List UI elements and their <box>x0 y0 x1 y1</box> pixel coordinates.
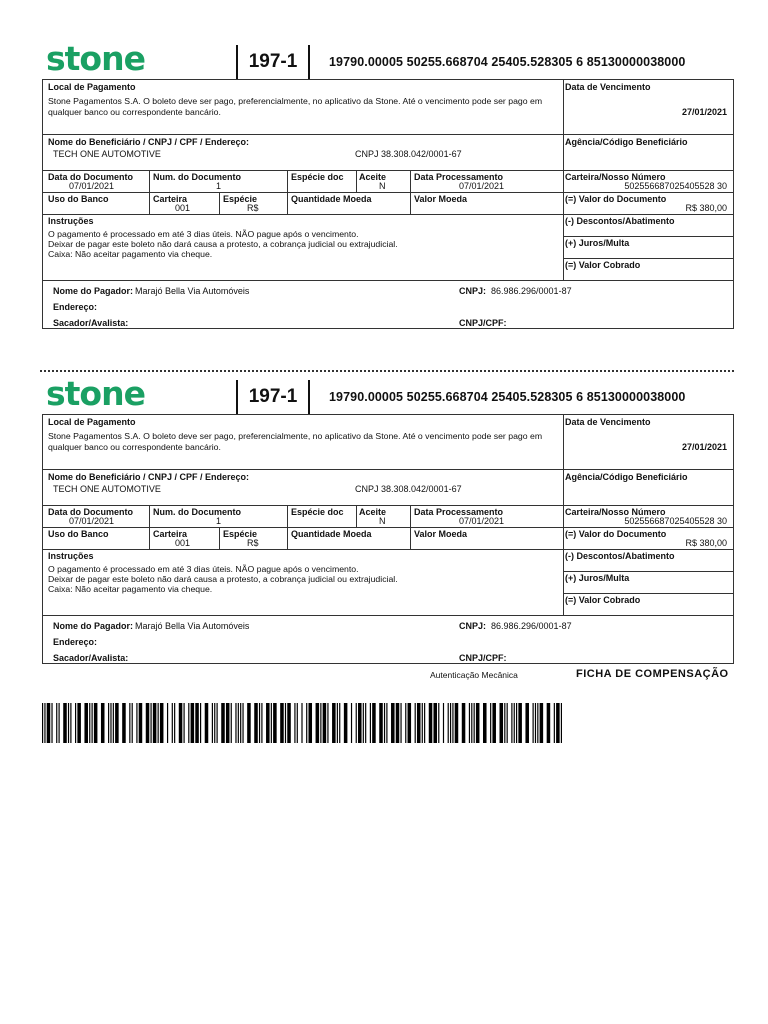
local-pagamento-label: Local de Pagamento <box>48 82 136 92</box>
pagador-value: Marajó Bella Via Automóveis <box>135 621 250 631</box>
descontos-label: (-) Descontos/Abatimento <box>565 216 675 226</box>
pagador-cnpj-value: 86.986.296/0001-87 <box>491 286 572 296</box>
carteira-value: 001 <box>175 203 191 213</box>
digitable-line: 19790.00005 50255.668704 25405.528305 6 85130000038000 <box>329 55 686 69</box>
data-documento-value: 07/01/2021 <box>69 516 115 526</box>
num-documento-label: Num. do Documento <box>153 172 241 182</box>
valor-cobrado-label: (=) Valor Cobrado <box>565 595 641 605</box>
instrucao-line: Deixar de pagar este boleto não dará causa a protesto, a cobrança judicial ou extrajudicial. <box>48 239 398 249</box>
beneficiario-cnpj: CNPJ 38.308.042/0001-67 <box>355 149 462 159</box>
valor-documento-value: R$ 380,00 <box>685 203 727 213</box>
beneficiario-cnpj: CNPJ 38.308.042/0001-67 <box>355 484 462 494</box>
especie-label: Espécie <box>223 529 258 539</box>
local-pagamento-text: Stone Pagamentos S.A. O boleto deve ser pago, preferencialmente, no aplicativo da Stone. Até o vencimento pode ser pago em qualquer banco ou correspondente bancário. <box>48 431 543 452</box>
aceite-label: Aceite <box>359 507 387 517</box>
especie-value: R$ <box>247 203 259 213</box>
vencimento-label: Data de Vencimento <box>565 417 651 427</box>
bank-code: 197-1 <box>236 380 310 414</box>
pagador-cnpj-label: CNPJ: <box>459 621 487 631</box>
valor-cobrado-label: (=) Valor Cobrado <box>565 260 641 270</box>
data-processamento-value: 07/01/2021 <box>459 181 505 191</box>
data-documento-label: Data do Documento <box>48 507 134 517</box>
beneficiario-label: Nome do Beneficiário / CNPJ / CPF / Endereço: <box>48 137 250 147</box>
nosso-numero-label: Carteira/Nosso Número <box>565 172 666 182</box>
juros-label: (+) Juros/Multa <box>565 238 630 248</box>
aceite-label: Aceite <box>359 172 387 182</box>
valor-documento-label: (=) Valor do Documento <box>565 529 667 539</box>
juros-label: (+) Juros/Multa <box>565 573 630 583</box>
valor-moeda-label: Valor Moeda <box>414 194 468 204</box>
autenticacao-mecanica: Autenticação Mecânica <box>430 670 518 680</box>
data-documento-value: 07/01/2021 <box>69 181 115 191</box>
pagador-cnpj-label: CNPJ: <box>459 286 487 296</box>
cnpj-cpf-label: CNPJ/CPF: <box>459 653 507 663</box>
uso-banco-label: Uso do Banco <box>48 529 109 539</box>
cnpj-cpf-label: CNPJ/CPF: <box>459 318 507 328</box>
instrucoes-label: Instruções <box>48 216 94 226</box>
instrucao-line: O pagamento é processado em até 3 dias úteis. NÃO pague após o vencimento. <box>48 564 359 574</box>
cut-line <box>40 370 734 372</box>
valor-moeda-label: Valor Moeda <box>414 529 468 539</box>
sacador-label: Sacador/Avalista: <box>53 653 129 663</box>
bank-code: 197-1 <box>236 45 310 79</box>
valor-documento-label: (=) Valor do Documento <box>565 194 667 204</box>
descontos-label: (-) Descontos/Abatimento <box>565 551 675 561</box>
valor-documento-value: R$ 380,00 <box>685 538 727 548</box>
especie-label: Espécie <box>223 194 258 204</box>
ficha-compensacao-title: FICHA DE COMPENSAÇÃO <box>576 668 729 680</box>
quantidade-moeda-label: Quantidade Moeda <box>291 529 372 539</box>
aceite-value: N <box>379 516 386 526</box>
instrucao-line: Deixar de pagar este boleto não dará causa a protesto, a cobrança judicial ou extrajudicial. <box>48 574 398 584</box>
instrucoes-label: Instruções <box>48 551 94 561</box>
instrucao-line: Caixa: Não aceitar pagamento via cheque. <box>48 584 213 594</box>
pagador-value: Marajó Bella Via Automóveis <box>135 286 250 296</box>
pagador-label: Nome do Pagador: <box>53 286 134 296</box>
agencia-label: Agência/Código Beneficiário <box>565 472 688 482</box>
especie-doc-label: Espécie doc <box>291 172 344 182</box>
boleto-header <box>42 374 734 414</box>
data-processamento-label: Data Processamento <box>414 507 504 517</box>
data-documento-label: Data do Documento <box>48 172 134 182</box>
ficha-compensacao <box>42 374 734 664</box>
instrucao-line: Caixa: Não aceitar pagamento via cheque. <box>48 249 213 259</box>
digitable-line: 19790.00005 50255.668704 25405.528305 6 85130000038000 <box>329 390 686 404</box>
num-documento-value: 1 <box>216 516 222 526</box>
num-documento-label: Num. do Documento <box>153 507 241 517</box>
stone-logo: stone <box>46 39 145 78</box>
boleto-receipt <box>42 39 734 329</box>
num-documento-value: 1 <box>216 181 222 191</box>
endereco-label: Endereço: <box>53 302 98 312</box>
pagador-cnpj-value: 86.986.296/0001-87 <box>491 621 572 631</box>
nosso-numero-label: Carteira/Nosso Número <box>565 507 666 517</box>
uso-banco-label: Uso do Banco <box>48 194 109 204</box>
beneficiario-name: TECH ONE AUTOMOTIVE <box>53 149 161 159</box>
barcode <box>42 703 562 743</box>
beneficiario-name: TECH ONE AUTOMOTIVE <box>53 484 161 494</box>
stone-logo: stone <box>46 374 145 413</box>
vencimento-value: 27/01/2021 <box>681 107 727 117</box>
data-processamento-value: 07/01/2021 <box>459 516 505 526</box>
especie-doc-label: Espécie doc <box>291 507 344 517</box>
endereco-label: Endereço: <box>53 637 98 647</box>
boleto-fields <box>42 79 734 329</box>
vencimento-label: Data de Vencimento <box>565 82 651 92</box>
carteira-value: 001 <box>175 538 191 548</box>
local-pagamento-text: Stone Pagamentos S.A. O boleto deve ser pago, preferencialmente, no aplicativo da Stone. Até o vencimento pode ser pago em qualquer banco ou correspondente bancário. <box>48 96 543 117</box>
nosso-numero-value: 502556687025405528 30 <box>624 181 727 191</box>
carteira-label: Carteira <box>153 194 188 204</box>
vencimento-value: 27/01/2021 <box>681 442 727 452</box>
pagador-label: Nome do Pagador: <box>53 621 134 631</box>
especie-value: R$ <box>247 538 259 548</box>
boleto-header <box>42 39 734 79</box>
aceite-value: N <box>379 181 386 191</box>
sacador-label: Sacador/Avalista: <box>53 318 129 328</box>
boleto-fields <box>42 414 734 664</box>
quantidade-moeda-label: Quantidade Moeda <box>291 194 372 204</box>
carteira-label: Carteira <box>153 529 188 539</box>
agencia-label: Agência/Código Beneficiário <box>565 137 688 147</box>
beneficiario-label: Nome do Beneficiário / CNPJ / CPF / Endereço: <box>48 472 250 482</box>
instrucao-line: O pagamento é processado em até 3 dias úteis. NÃO pague após o vencimento. <box>48 229 359 239</box>
local-pagamento-label: Local de Pagamento <box>48 417 136 427</box>
nosso-numero-value: 502556687025405528 30 <box>624 516 727 526</box>
data-processamento-label: Data Processamento <box>414 172 504 182</box>
